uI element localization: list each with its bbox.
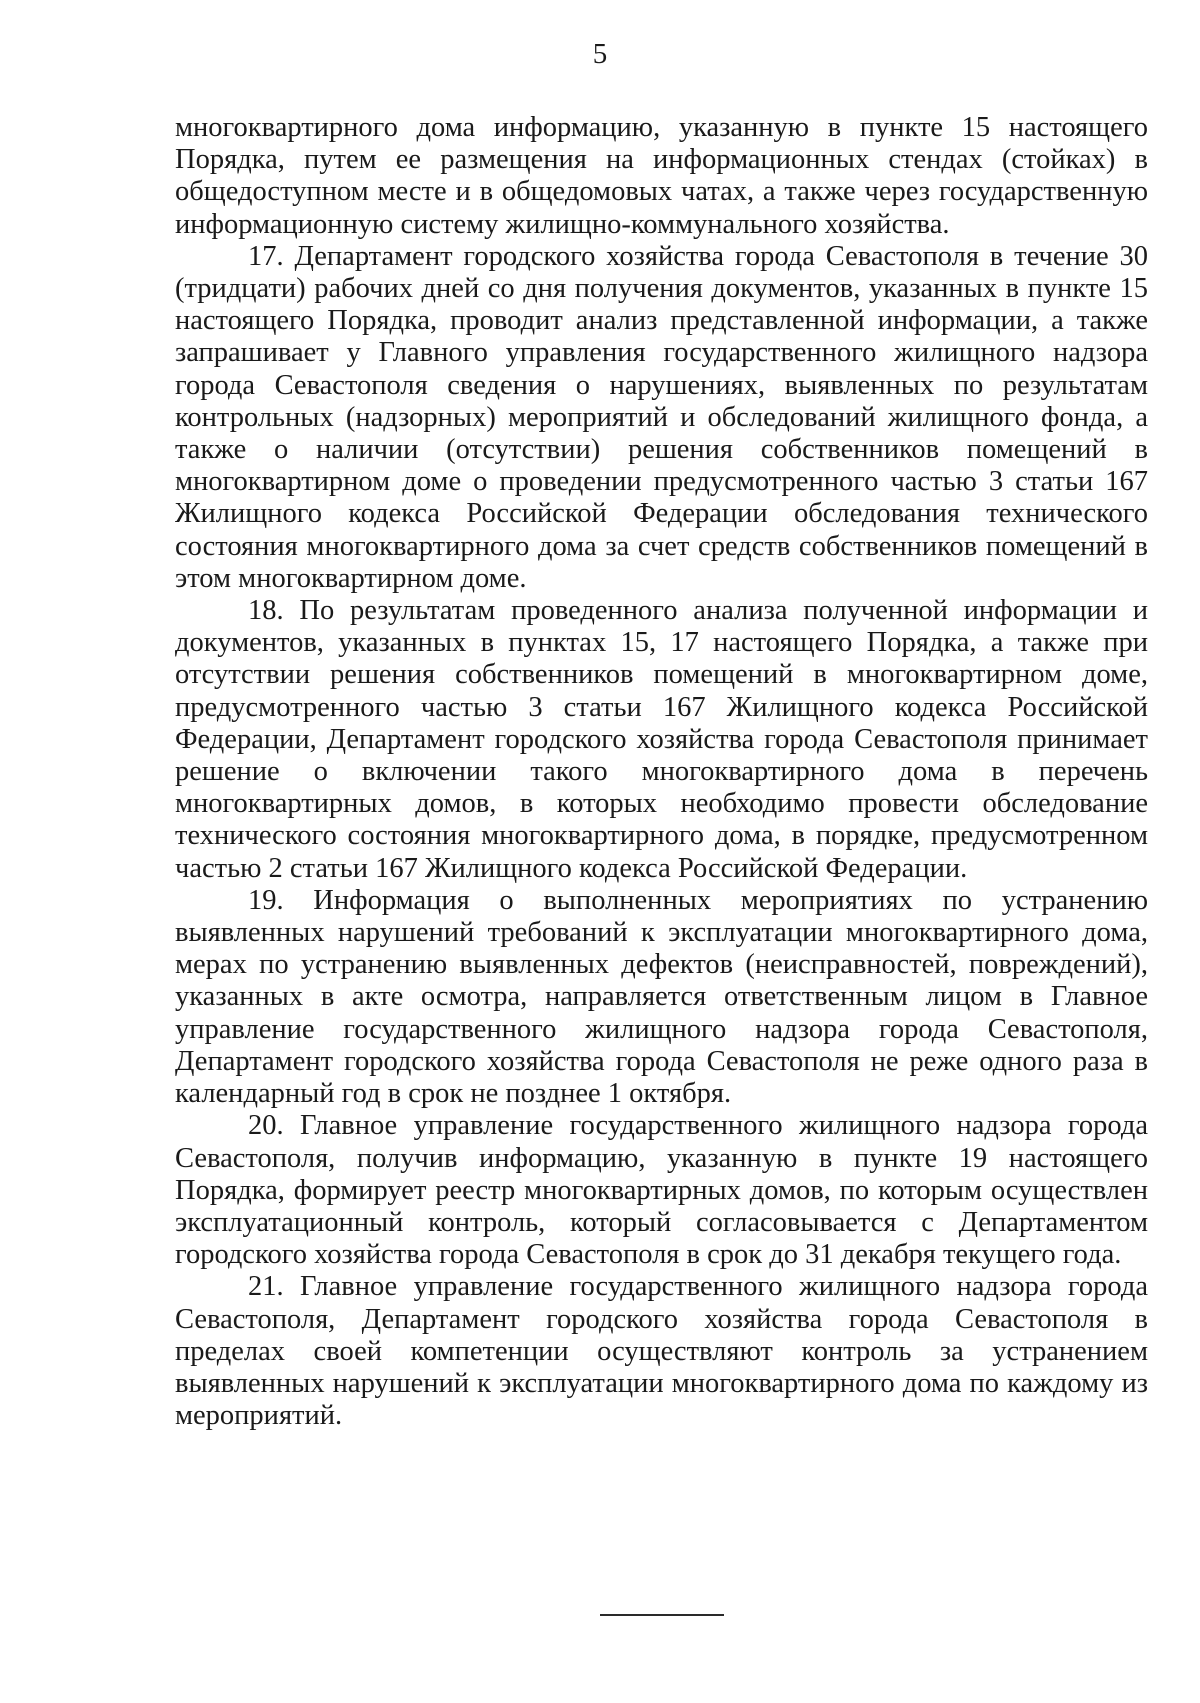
paragraph-20: 20. Главное управление государственного жилищного надзора города Севастополя, получив информацию, указанную в пункте 19 настоящего Порядка, формирует реестр многоквартирных домов, по которым осуществлен эксплуатационный контроль, который согласовывается с Департаментом городского хозяйства города Севастополя в срок до 31 декабря текущего года. <box>175 1110 1148 1271</box>
end-of-document-rule <box>600 1614 724 1616</box>
paragraph-19: 19. Информация о выполненных мероприятиях по устранению выявленных нарушений требований к эксплуатации многоквартирного дома, мерах по устранению выявленных дефектов (неисправностей, повреждений), указанных в акте осмотра, направляется ответственным лицом в Главное управление государственного жилищного надзора города Севастополя, Департамент городского хозяйства города Севастополя не реже одного раза в календарный год в срок не позднее 1 октября. <box>175 884 1148 1110</box>
paragraph-21: 21. Главное управление государственного жилищного надзора города Севастополя, Департамент городского хозяйства города Севастополя в пределах своей компетенции осуществляют контроль за устранением выявленных нарушений к эксплуатации многоквартирного дома по каждому из мероприятий. <box>175 1271 1148 1432</box>
paragraph-continuation: многоквартирного дома информацию, указанную в пункте 15 настоящего Порядка, путем ее размещения на информационных стендах (стойках) в общедоступном месте и в общедомовых чатах, а также через государственную информационную систему жилищно-коммунального хозяйства. <box>175 112 1148 240</box>
paragraph-18: 18. По результатам проведенного анализа полученной информации и документов, указанных в пунктах 15, 17 настоящего Порядка, а также при отсутствии решения собственников помещений в многоквартирном доме, предусмотренного частью 3 статьи 167 Жилищного кодекса Российской Федерации, Департамент городского хозяйства города Севастополя принимает решение о включении такого многоквартирного дома в перечень многоквартирных домов, в которых необходимо провести обследование технического состояния многоквартирного дома, в порядке, предусмотренном частью 2 статьи 167 Жилищного кодекса Российской Федерации. <box>175 595 1148 884</box>
document-body <box>175 112 1148 1432</box>
page-number: 5 <box>592 38 608 70</box>
paragraph-17: 17. Департамент городского хозяйства города Севастополя в течение 30 (тридцати) рабочих дней со дня получения документов, указанных в пункте 15 настоящего Порядка, проводит анализ представленной информации, а также запрашивает у Главного управления государственного жилищного надзора города Севастополя сведения о нарушениях, выявленных по результатам контрольных (надзорных) мероприятий и обследований жилищного фонда, а также о наличии (отсутствии) решения собственников помещений в многоквартирном доме о проведении предусмотренного частью 3 статьи 167 Жилищного кодекса Российской Федерации обследования технического состояния многоквартирного дома за счет средств собственников помещений в этом многоквартирном доме. <box>175 240 1148 594</box>
